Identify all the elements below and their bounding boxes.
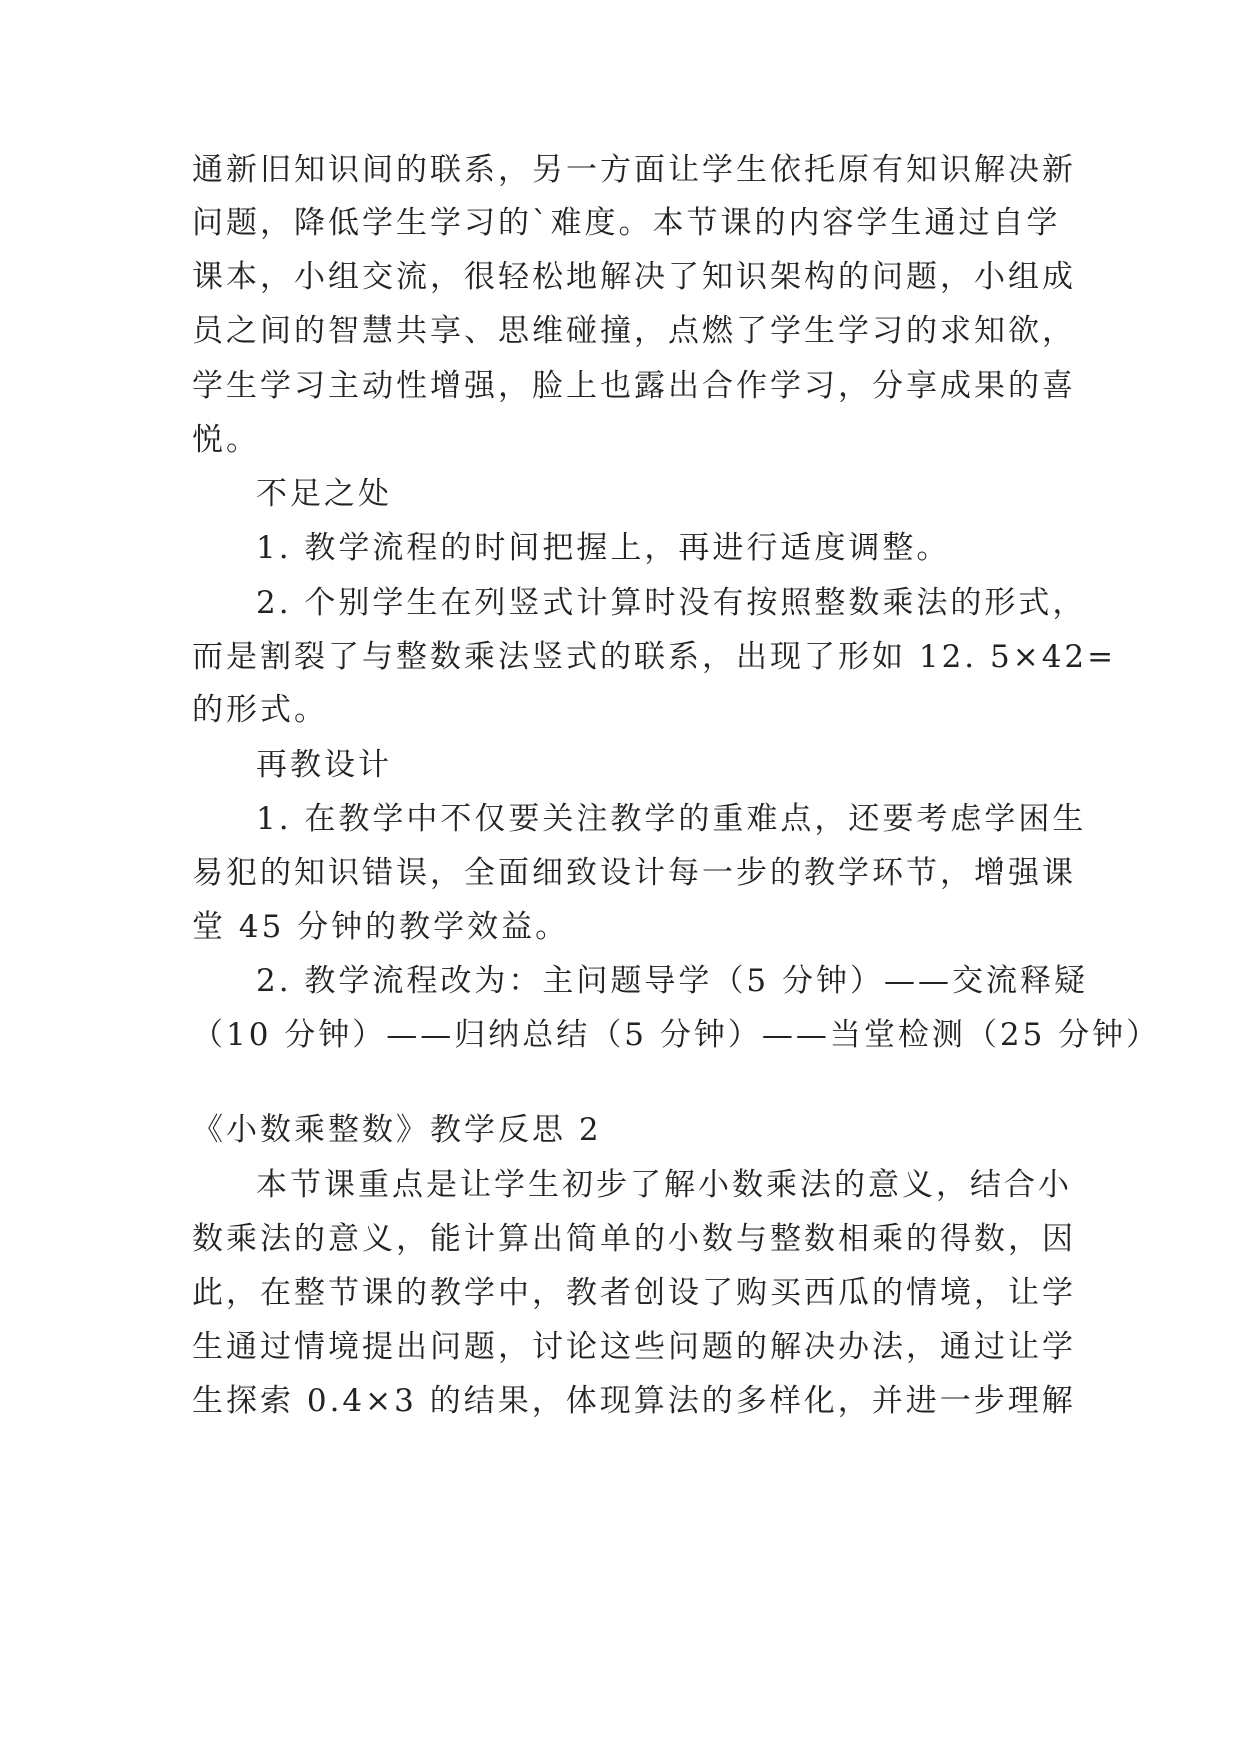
text-line: 的形式。 [192, 692, 328, 728]
text-line: 通新旧知识间的联系，另一方面让学生依托原有知识解决新 [192, 152, 1076, 188]
text-line: 1. 在教学中不仅要关注教学的重难点，还要考虑学困生 [256, 801, 1087, 837]
text-line: 堂 45 分钟的教学效益。 [192, 909, 570, 945]
section-heading-redesign: 再教设计 [256, 747, 392, 783]
text-line: 2. 教学流程改为：主问题导学（5 分钟）——交流释疑 [256, 963, 1089, 999]
text-line: 本节课重点是让学生初步了解小数乘法的意义，结合小 [256, 1167, 1072, 1203]
text-line: 1. 教学流程的时间把握上，再进行适度调整。 [256, 530, 951, 566]
text-line: 员之间的智慧共享、思维碰撞，点燃了学生学习的求知欲， [192, 313, 1076, 349]
section-heading-shortcomings: 不足之处 [256, 476, 392, 512]
text-line: 此，在整节课的教学中，教者创设了购买西瓜的情境，让学 [192, 1275, 1076, 1311]
article-title: 《小数乘整数》教学反思 2 [192, 1112, 602, 1148]
text-line: （10 分钟）——归纳总结（5 分钟）——当堂检测（25 分钟） [192, 1017, 1161, 1053]
text-line: 学生学习主动性增强，脸上也露出合作学习，分享成果的喜 [192, 368, 1076, 404]
text-line: 悦。 [192, 422, 260, 458]
text-line: 而是割裂了与整数乘法竖式的联系，出现了形如 12. 5×42= [192, 639, 1117, 675]
text-line: 易犯的知识错误，全面细致设计每一步的教学环节，增强课 [192, 855, 1076, 891]
text-line: 课本，小组交流，很轻松地解决了知识架构的问题，小组成 [192, 259, 1076, 295]
text-line: 问题，降低学生学习的`难度。本节课的内容学生通过自学 [192, 205, 1061, 241]
text-line: 2. 个别学生在列竖式计算时没有按照整数乘法的形式， [256, 585, 1087, 621]
text-line: 数乘法的意义，能计算出简单的小数与整数相乘的得数，因 [192, 1221, 1076, 1257]
text-line: 生通过情境提出问题，讨论这些问题的解决办法，通过让学 [192, 1329, 1076, 1365]
text-line: 生探索 0.4×3 的结果，体现算法的多样化，并进一步理解 [192, 1383, 1076, 1419]
